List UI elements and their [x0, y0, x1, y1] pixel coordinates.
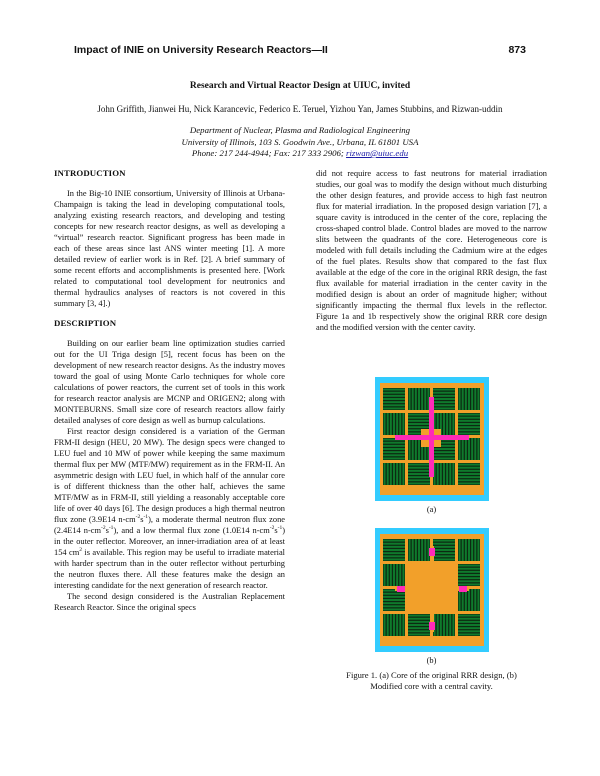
fuel-plate [383, 454, 405, 456]
fuel-plate [408, 630, 430, 632]
fuel-plate [433, 543, 455, 545]
slit [430, 546, 434, 632]
fuel-plate [396, 564, 398, 586]
fuel-plate [458, 479, 480, 481]
address: University of Illinois, 103 S. Goodwin Ave., Urbana, IL 61801 USA [181, 136, 419, 147]
paper-title: Research and Virtual Reactor Design at UIUC, invited [189, 81, 411, 91]
fuel-plate [408, 467, 430, 469]
fuel-plate [446, 463, 448, 485]
fuel-plate [433, 552, 455, 554]
fuel-plate [408, 633, 430, 635]
fuel-plate [408, 482, 430, 484]
fuel-plate [443, 463, 445, 485]
fuel-plate [383, 413, 385, 435]
fuel-plate [477, 539, 479, 561]
fuel-plate [446, 614, 448, 636]
fuel-plate [464, 589, 466, 611]
fuel-plate [408, 479, 430, 481]
fuel-plate [449, 413, 451, 435]
fuel-plate [418, 539, 420, 561]
fuel-plate [433, 404, 455, 406]
fuel-plate [414, 438, 416, 460]
fuel-plate [477, 388, 479, 410]
fuel-plate [433, 401, 455, 403]
fuel-plate [452, 463, 454, 485]
running-header [74, 44, 526, 58]
fuel-plate [458, 417, 480, 419]
fuel-plate [471, 589, 473, 611]
fuel-plate [408, 624, 430, 626]
fuel-plate [383, 608, 405, 610]
fuel-plate [458, 565, 480, 567]
fuel-plate [446, 413, 448, 435]
fuel-plate [383, 552, 405, 554]
fuel-plate [389, 614, 391, 636]
fuel-plate [408, 473, 430, 475]
fuel-plate [458, 621, 480, 623]
fuel-plate [468, 438, 470, 460]
fuel-plate [458, 571, 480, 573]
fuel-plate [458, 464, 480, 466]
fuel-plate [433, 457, 455, 459]
fuel-plate [474, 589, 476, 611]
figure-caption: Figure 1. (a) Core of the original RRR design, (b) Modified core with a central cavity. [346, 670, 517, 691]
fuel-plate [458, 577, 480, 579]
title-block [40, 81, 560, 160]
fuel-plate [458, 438, 460, 460]
fuel-plate [458, 473, 480, 475]
fuel-plate [383, 395, 405, 397]
fuel-plate [383, 549, 405, 551]
fuel-plate [458, 589, 460, 611]
fuel-plate [452, 413, 454, 435]
core-diagram-original [375, 377, 489, 501]
affiliation [40, 125, 560, 160]
fuel-plate [458, 539, 460, 561]
fuel-plate [458, 580, 480, 582]
fuel-plate [439, 614, 441, 636]
figure-label-b: (b) [426, 656, 437, 665]
department: Department of Nuclear, Plasma and Radiological Engineering [189, 125, 411, 135]
fuel-plate [433, 407, 455, 409]
fuel-plate [383, 605, 405, 607]
control-blade [397, 586, 405, 592]
fuel-plate [458, 482, 480, 484]
fuel-plate [449, 614, 451, 636]
fuel-plate [408, 476, 430, 478]
fuel-plate [383, 599, 405, 601]
fuel-plate [383, 389, 405, 391]
fuel-plate [383, 614, 385, 636]
fuel-plate [433, 540, 455, 542]
fuel-plate [408, 615, 430, 617]
fuel-plate [458, 470, 480, 472]
fuel-plate [396, 463, 398, 485]
fuel-plate [383, 463, 385, 485]
fuel-plate [464, 438, 466, 460]
fuel-plate [383, 442, 405, 444]
fuel-plate [393, 413, 395, 435]
fuel-plate [458, 423, 480, 425]
fuel-plate [418, 388, 420, 410]
description-paragraph-1: Building on our earlier beam line optimization studies carried out for the UI Triga design [5], recent focus has been on the development of new research reactor designs. As the industry moves toward the goal of using Monte Carlo techniques for whole core calculations of power reactors, the current set of tools in this work for research reactor analysis are MCNP and ORIGEN2; along with MONTEBURNS. Small size core of research reactors allow fairly detailed analyses of core design as well as burnup calculations. [54, 339, 285, 425]
fuel-plate [396, 614, 398, 636]
fuel-plate [433, 398, 455, 400]
fuel-plate [433, 451, 455, 453]
fuel-plate [471, 539, 473, 561]
fuel-plate [383, 555, 405, 557]
fuel-plate [424, 539, 426, 561]
fuel-plate [408, 539, 410, 561]
fuel-plate [461, 388, 463, 410]
fuel-plate [433, 395, 455, 397]
fuel-plate [396, 413, 398, 435]
right-paragraph: did not require access to fast neutrons for material irradiation studies, our goal was to modify the design without much disturbing the other design features, and provide access to high fast neutron flux for material irradiation. In the proposed design variation [7], a square cavity is introduced in the center of the core, replacing the cross-shaped control blade. Control blades are moved to the narrow slits between the quadrants of the core. Heterogeneous core is modeled with full details including the Cadmium wire at the edges of the fuel plates. Results show that compared to the fast flux available at the edge of the core in the original RRR design, the fast flux available for material irradiation in the center cavity in the modified design is about an order of magnitude higher; without significantly impacting the thermal flux levels in the reflector. Figure 1a and 1b respectively show the original RRR core design and the modified version with the center cavity. [316, 169, 547, 332]
fuel-plate [421, 539, 423, 561]
fuel-plate [458, 633, 480, 635]
fuel-plate [421, 388, 423, 410]
fuel-plate [458, 615, 480, 617]
core-diagram-modified [375, 528, 489, 652]
fuel-plate [399, 413, 401, 435]
fuel-plate [383, 543, 405, 545]
fuel-plate [474, 438, 476, 460]
fuel-plate [468, 589, 470, 611]
fuel-plate [389, 463, 391, 485]
fuel-plate [449, 463, 451, 485]
fuel-plate [458, 467, 480, 469]
fuel-plate [408, 470, 430, 472]
fuel-plate [399, 614, 401, 636]
fuel-plate [393, 614, 395, 636]
right-column [316, 168, 547, 333]
fuel-plate [458, 414, 480, 416]
author-list: John Griffith, Jianwei Hu, Nick Karancevic, Federico E. Teruel, Yizhou Yan, James Stubbins, and Rizwan-uddin [97, 104, 503, 114]
intro-heading: INTRODUCTION [54, 168, 126, 178]
fuel-plate [436, 614, 438, 636]
fuel-plate [458, 432, 480, 434]
fuel-plate [408, 438, 410, 460]
fuel-plate [383, 558, 405, 560]
fuel-plate [433, 448, 455, 450]
fuel-plate [474, 388, 476, 410]
fuel-plate [433, 392, 455, 394]
fuel-plate [414, 539, 416, 561]
contact-line [40, 148, 560, 160]
fuel-plate [433, 558, 455, 560]
fuel-plate [461, 539, 463, 561]
control-blade [459, 586, 467, 592]
description-paragraph-2: First reactor design considered is a variation of the German FRM-II design (HEU, 20 MW). The design specs were changed to LEU fuel and 10 MW of power while keeping the same maximum thermal flux per MW (MTF/MW) requirement as in the FRM-II. An asymmetric design with LEU fuel, in which half of the annular core is of different thickness than the other half, achieves the same MTF/MW as in FRM-II, still yielding a reasonably acceptable core life of over 40 days [6]. The design produces a high thermal neutron flux zone (3.9E14 $n-cm^{-2}s^{-1}$), a moderate thermal neutron flux zone (2.4E14 $n-cm^{-2}s^{-1}$), and a low thermal flux zone (1.0E14 $n-cm^{-2}s^{-1}$) in the outer reflector. Moreover, an inner-irradiation area of at least 154 $cm^2$ is available. This region may be useful to irradiate material with harder spectrum than in the outer reflector without perturbing the neutron fluxes there. All these features make the design an interesting candidate for the next generation of research reactor. [54, 427, 285, 590]
control-blade [413, 435, 451, 440]
fuel-plate [461, 589, 463, 611]
description-heading: DESCRIPTION [54, 318, 117, 328]
control-blade [429, 622, 435, 630]
fuel-plate [402, 564, 404, 586]
fuel-plate [464, 539, 466, 561]
fuel-plate [408, 388, 410, 410]
fuel-plate [436, 463, 438, 485]
fuel-plate [386, 413, 388, 435]
fuel-plate [408, 417, 430, 419]
fuel-plate [433, 549, 455, 551]
fuel-plate [408, 618, 430, 620]
fuel-plate [443, 614, 445, 636]
fuel-plate [383, 546, 405, 548]
fuel-plate [383, 401, 405, 403]
fuel-plate [439, 463, 441, 485]
fuel-plate [408, 414, 430, 416]
fuel-plate [477, 589, 479, 611]
fuel-plate [458, 429, 480, 431]
page-number: 873 [508, 44, 526, 56]
fuel-plate [393, 463, 395, 485]
fuel-plate [402, 614, 404, 636]
fuel-plate [383, 407, 405, 409]
fuel-plate [383, 451, 405, 453]
fuel-plate [383, 445, 405, 447]
fuel-plate [458, 624, 480, 626]
fuel-plate [424, 388, 426, 410]
fuel-plate [411, 438, 413, 460]
fuel-plate [383, 457, 405, 459]
fuel-plate [464, 388, 466, 410]
fuel-plate [443, 413, 445, 435]
fuel-plate [458, 630, 480, 632]
fuel-plate [468, 388, 470, 410]
fuel-plate [461, 438, 463, 460]
fuel-plate [383, 593, 405, 595]
fuel-plate [408, 423, 430, 425]
fuel-plate [408, 464, 430, 466]
fuel-plate [411, 539, 413, 561]
fuel-plate [458, 388, 460, 410]
fuel-plate [474, 539, 476, 561]
fuel-plate [383, 596, 405, 598]
fuel-plate [386, 463, 388, 485]
fuel-plate [408, 420, 430, 422]
figure-label-a: (a) [426, 505, 437, 514]
fuel-plate [399, 564, 401, 586]
fuel-plate [383, 448, 405, 450]
fuel-plate [393, 564, 395, 586]
fuel-plate [389, 564, 391, 586]
description-paragraph-3: The second design considered is the Australian Replacement Research Reactor. Since the original specs [54, 592, 285, 612]
fuel-plate [383, 392, 405, 394]
fuel-plate [458, 426, 480, 428]
fuel-plate [458, 574, 480, 576]
control-blade [429, 548, 435, 556]
fuel-plate [433, 454, 455, 456]
fuel-plate [433, 389, 455, 391]
fuel-plate [458, 627, 480, 629]
fuel-plate [408, 627, 430, 629]
phone-fax: Phone: 217 244-4944; Fax: 217 333 2906; [191, 148, 347, 158]
fuel-plate [383, 404, 405, 406]
fuel-plate [402, 463, 404, 485]
email-link[interactable]: rizwan@uiuc.edu [346, 148, 409, 158]
fuel-plate [468, 539, 470, 561]
fuel-plate [418, 438, 420, 460]
fuel-plate [458, 618, 480, 620]
left-column [54, 168, 285, 613]
fuel-plate [458, 476, 480, 478]
fuel-plate [477, 438, 479, 460]
fuel-plate [433, 555, 455, 557]
fuel-plate [402, 413, 404, 435]
fuel-plate [452, 614, 454, 636]
fuel-plate [458, 568, 480, 570]
journal-title: Impact of INIE on University Research Reactors—II [74, 44, 328, 56]
fuel-plate [386, 564, 388, 586]
fuel-plate [408, 426, 430, 428]
fuel-plate [383, 540, 405, 542]
fuel-plate [471, 438, 473, 460]
fuel-plate [383, 602, 405, 604]
fuel-plate [383, 564, 385, 586]
fuel-plate [458, 420, 480, 422]
fuel-plate [399, 463, 401, 485]
figure-1 [316, 377, 547, 692]
fuel-plate [411, 388, 413, 410]
fuel-plate [433, 546, 455, 548]
fuel-plate [389, 413, 391, 435]
fuel-plate [458, 583, 480, 585]
fuel-plate [408, 621, 430, 623]
fuel-plate [471, 388, 473, 410]
intro-paragraph: In the Big-10 INIE consortium, University of Illinois at Urbana-Champaign is taking the lead in developing computational tools, analyzing existing research reactors, and developing and testing concepts for new research reactor designs, as well as developing a “virtual” research reactor. Significant progress has been made in each of these areas since last ANS winter meeting [1]. A more detailed review of earlier work is in Ref. [2]. A brief summary of some recent efforts and accomplishments is presented here. [Work related to computational tool development for neutronics and thermal hydraulics analyses of reactors is not covered in this summary [3, 4].) [54, 189, 285, 308]
fuel-plate [386, 614, 388, 636]
fuel-plate [383, 398, 405, 400]
fuel-plate [414, 388, 416, 410]
